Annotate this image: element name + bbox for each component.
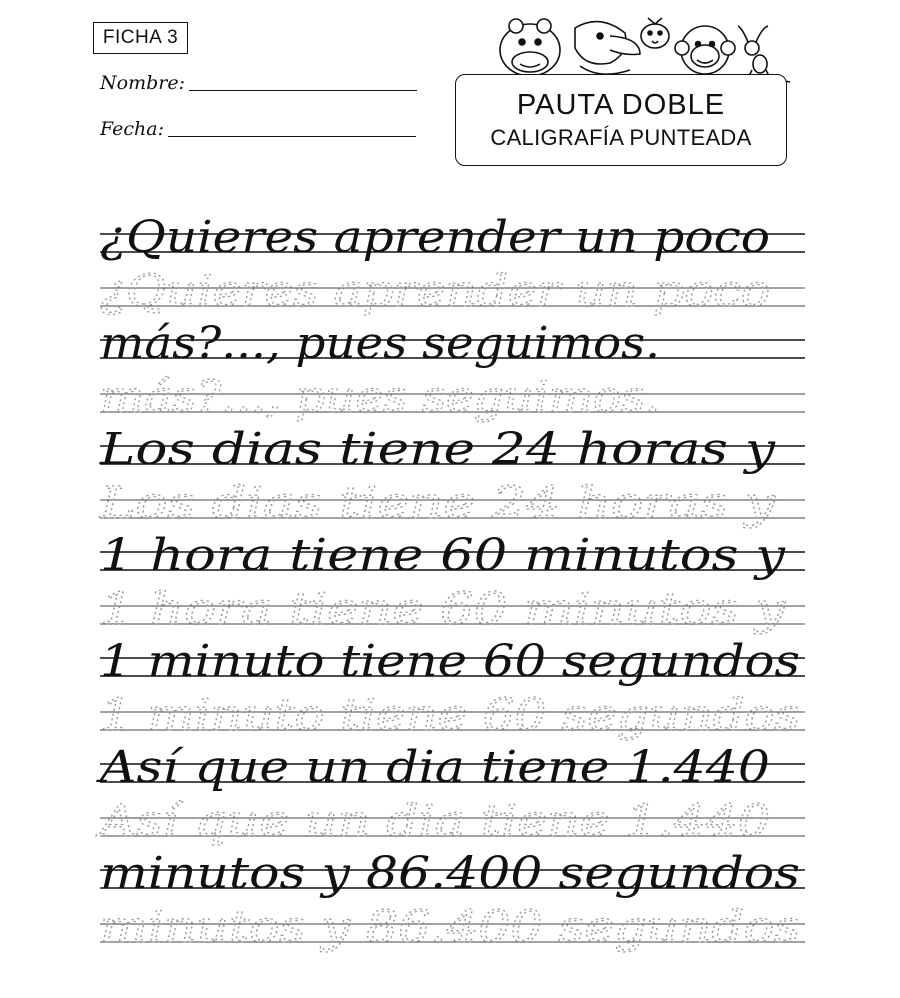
trace-line-6: Así que un dia tiene 1.440 xyxy=(95,796,771,847)
trace-line-5: 1 minuto tiene 60 segundos xyxy=(100,690,800,741)
name-label: Nombre: xyxy=(100,72,185,94)
model-line-1: ¿Quieres aprender un poco xyxy=(100,212,770,263)
model-line-6: Así que un dia tiene 1.440 xyxy=(95,742,771,793)
model-line-3: Los dias tiene 24 horas y xyxy=(98,424,777,475)
model-line-7: minutos y 86.400 segundos xyxy=(100,848,800,899)
model-line-4: 1 hora tiene 60 minutos y xyxy=(100,530,787,581)
date-label: Fecha: xyxy=(100,118,164,140)
model-line-2: más?..., pues seguimos. xyxy=(100,318,660,369)
model-line-5: 1 minuto tiene 60 segundos xyxy=(100,636,800,687)
trace-line-2: más?..., pues seguimos. xyxy=(100,372,660,423)
title-sub: CALIGRAFÍA PUNTEADA xyxy=(490,125,752,150)
trace-line-3: Los dias tiene 24 horas y xyxy=(98,478,777,529)
worksheet-number-label: FICHA 3 xyxy=(102,27,179,48)
trace-line-7: minutos y 86.400 segundos xyxy=(100,902,800,953)
title-main: PAUTA DOBLE xyxy=(516,89,726,121)
trace-line-1: ¿Quieres aprender un poco xyxy=(100,266,770,317)
trace-line-4: 1 hora tiene 60 minutos y xyxy=(100,584,787,635)
